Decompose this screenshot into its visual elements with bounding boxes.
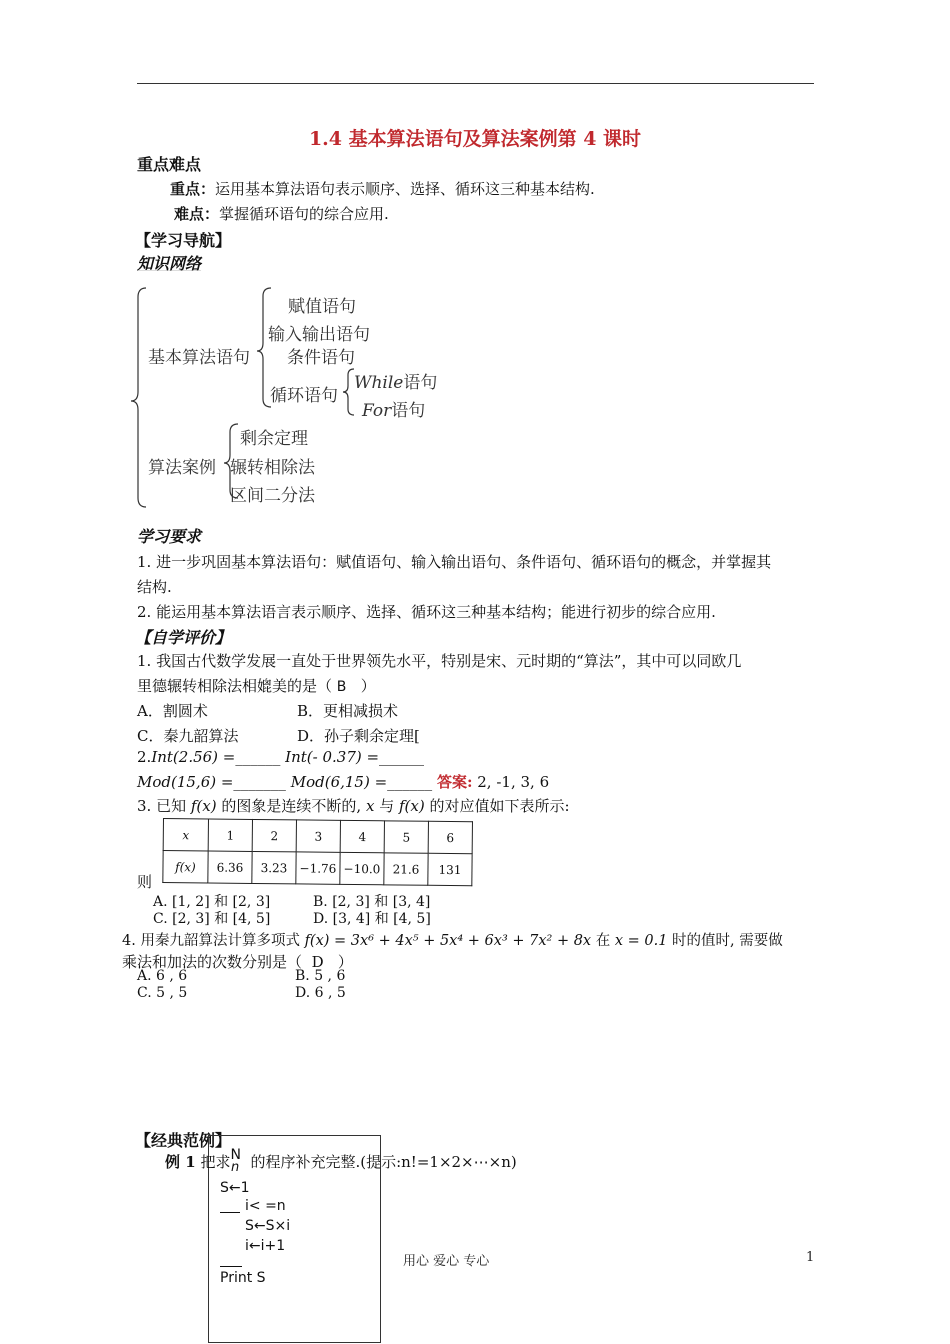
q1-option-b: B．更相减损术 [297,702,399,720]
q3-prefix: 3. 已知 [137,797,187,815]
q2-number: 2. [137,748,152,766]
table-cell: 5 [384,821,428,853]
emphasis-text: 运用基本算法语句表示顺序、选择、循环这三种基本结构. [215,180,595,198]
table-cell: 6 [428,821,472,853]
code-line-4: i←i+1 [245,1238,286,1254]
q2-mod-1: Mod(15,6) =_______ [137,773,286,791]
net-euclid: 辗转相除法 [230,458,315,478]
code-line-1: S←1 [220,1180,250,1196]
net-root-statements: 基本算法语句 [148,348,250,368]
q3-mid-2: 与 [379,797,395,815]
q3-option-c: C. [2, 3] 和 [4, 5] [153,911,271,927]
example-1-text-a: 把求 [200,1153,231,1171]
net-cond: 条件语句 [287,348,355,368]
table-cell: 6.36 [208,851,252,883]
examples-heading: 【经典范例】 [135,1131,232,1150]
example-1-text-b: 的程序补充完整.(提示:n!=1×2×⋯×n) [250,1153,517,1171]
table-cell: 21.6 [384,853,428,885]
example-1-label: 例 1 [165,1153,196,1171]
q3-option-b: B. [2, 3] 和 [3, 4] [313,894,431,910]
study-guide-heading: 【学习导航】 [135,231,232,250]
q4-answer: D [311,953,324,971]
for-keyword: For [362,401,392,421]
table-header-x: x [163,819,208,851]
q1-answer: B [336,679,347,695]
q3-then: 则 [137,873,153,891]
net-assign: 赋值语句 [288,297,356,317]
code-read-var: n [231,1160,240,1175]
q1-stem: 里德辗转相除法相媲美的是（ [137,677,333,695]
q1-option-d: D．孙子剩余定理[ [297,727,420,745]
key-point-emphasis [170,178,595,199]
table-row [163,851,472,886]
network-heading: 知识网络 [137,254,202,273]
net-while [354,368,437,393]
net-crt: 剩余定理 [240,429,308,449]
page-title: 1.4 基本算法语句及算法案例第 4 课时 [308,128,642,150]
q2-mod-2: Mod(6,15) =______ [290,773,433,791]
code-line-3: S←S×i [245,1218,291,1234]
requirements-heading: 学习要求 [137,527,202,546]
q3-option-d: D. [3, 4] 和 [4, 5] [313,911,431,927]
q3-mid-1: 的图象是连续不断的, [221,797,362,815]
net-bisect: 区间二分法 [230,486,315,506]
table-cell: 1 [208,819,252,851]
q4-option-a: A. 6 , 6 [137,968,188,984]
requirement-1-line-1: 1. 进一步巩固基本算法语句：赋值语句、输入输出语句、条件语句、循环语句的概念，并掌握其 [137,553,772,571]
q1-option-c: C．秦九韶算法 [137,727,239,745]
q3-x: x [365,797,375,815]
net-root-cases: 算法案例 [148,458,216,478]
table-header-fx: f(x) [163,851,208,883]
table-cell: −1.76 [296,852,340,884]
q2-answer-label: 答案: [436,773,473,791]
q4-prefix: 4. 用秦九韶算法计算多项式 [122,933,300,949]
key-points-heading: 重点难点 [137,155,202,174]
header-rule [137,83,814,84]
q1-close: ） [360,677,376,695]
q4-option-c: C. 5 , 5 [137,985,188,1001]
table-cell: 131 [428,853,472,885]
difficulty-label: 难点： [174,205,220,223]
table-row [163,819,472,854]
key-point-difficulty [174,203,389,224]
q3-mid-3: 的对应值如下表所示: [429,797,570,815]
q2-line-2 [137,771,549,792]
table-cell: 4 [340,820,384,852]
q4-polynomial: f(x) = 3x⁶ + 4x⁵ + 5x⁴ + 6x³ + 7x² + 8x [304,933,592,949]
q3-fx-2: f(x) [398,797,425,815]
q3-fx: f(x) [190,797,217,815]
emphasis-label: 重点： [170,180,216,198]
q4-option-b: B. 5 , 6 [295,968,346,984]
while-keyword: While [354,373,404,393]
table-cell: 2 [252,819,296,851]
q4-mid: 在 [595,933,611,949]
requirement-1-line-2: 结构. [137,578,172,596]
while-suffix: 语句 [403,373,438,393]
q4-suffix: 时的值时, 需要做 [672,933,783,949]
table-cell: 3.23 [252,851,296,883]
for-suffix: 语句 [391,401,426,421]
self-eval-heading: 【自学评价】 [135,628,232,647]
code-line-5: Print S [220,1270,266,1286]
footer-motto: 用心 爱心 专心 [403,1254,490,1269]
q2-int-1: Int(2.56) =______ [151,748,281,766]
outer-brace [131,288,146,507]
q4-close: ） [337,953,353,971]
net-for [362,396,425,421]
net-io: 输入输出语句 [268,325,370,345]
q4-condition: x = 0.1 [614,933,668,949]
q1-option-a: A．割圆术 [137,702,208,720]
requirement-2: 2. 能运用基本算法语言表示顺序、选择、循环这三种基本结构；能进行初步的综合应用. [137,603,716,621]
q3-option-a: A. [1, 2] 和 [2, 3] [153,894,271,910]
q2-answer-value: 2, -1, 3, 6 [477,773,550,791]
q2-int-2: Int(- 0.37) =______ [285,748,425,766]
code-blank-1 [220,1212,240,1213]
q4-option-d: D. 6 , 5 [295,985,346,1001]
q1-line-2 [137,675,376,696]
q1-line-1: 1. 我国古代数学发展一直处于世界领先水平，特别是宋、元时期的“算法”，其中可以同欧几 [137,652,742,670]
code-line-2: i< =n [245,1198,286,1214]
q4-stem-2: 乘法和加法的次数分别是（ [122,953,303,971]
table-cell: 3 [296,820,340,852]
table-cell: −10.0 [340,852,384,884]
loop-brace [343,369,354,415]
q3-value-table [162,818,473,886]
statements-brace [257,288,271,407]
page-number: 1 [806,1250,815,1265]
q3-stem [137,795,570,816]
net-loop: 循环语句 [270,386,338,406]
example-1-n: N [230,1147,241,1163]
q4-stem [122,929,783,950]
difficulty-text: 掌握循环语句的综合应用. [219,205,389,223]
example-1-prompt [165,1147,517,1172]
q2-line-1 [137,748,424,766]
code-blank-2 [220,1266,242,1267]
